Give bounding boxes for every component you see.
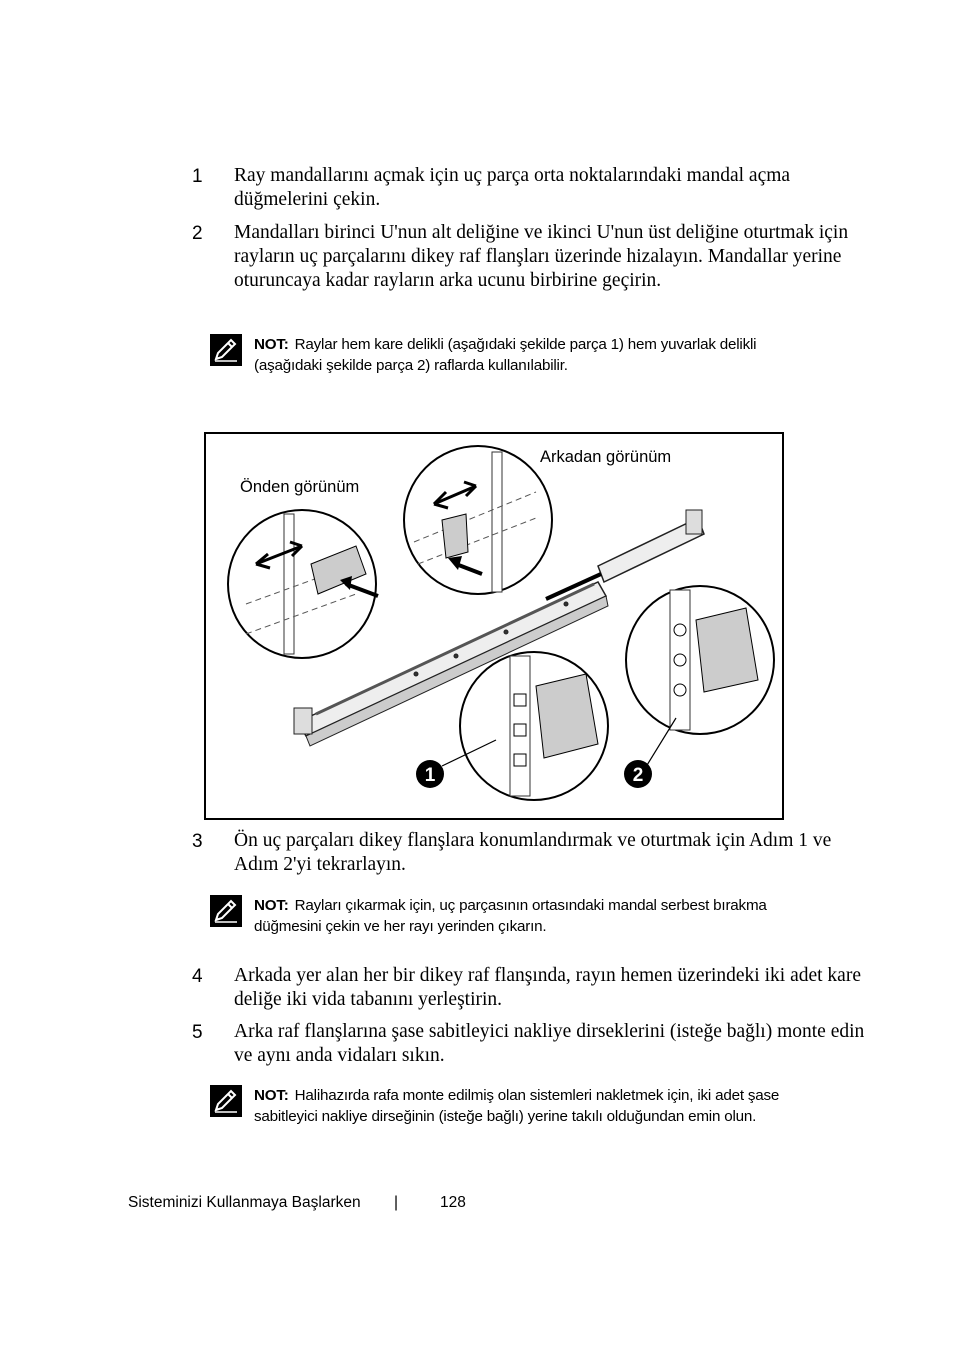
footer-page-number: 128 — [440, 1194, 466, 1211]
note-pencil-icon — [210, 895, 242, 927]
note-pencil-icon — [210, 1085, 242, 1117]
step-2 — [192, 221, 872, 293]
note-label: NOT: — [254, 897, 289, 914]
step-text: Arka raf flanşlarına şase sabitleyici nakliye dirseklerini (isteğe bağlı) monte edin ve aynı anda vidaları sıkın. — [234, 1021, 865, 1066]
step-text: Ray mandallarını açmak için uç parça orta noktalarındaki mandal açma düğmelerini çekin. — [234, 165, 791, 210]
step-3 — [192, 829, 872, 877]
back-view-detail — [404, 446, 552, 594]
callout-2-text: 2 — [632, 765, 644, 786]
front-view-detail — [228, 510, 378, 658]
note-label: NOT: — [254, 336, 289, 353]
step-number: 3 — [192, 831, 203, 852]
step-number: 4 — [192, 966, 203, 987]
step-number: 5 — [192, 1022, 203, 1043]
note-2 — [210, 895, 810, 937]
note-body: Raylar hem kare delikli (aşağıdaki şekilde parça 1) hem yuvarlak delikli (aşağıdaki şekilde parça 2) raflarda kullanılabilir. — [254, 336, 757, 374]
square-hole-rack-detail — [442, 652, 608, 800]
rail-installation-figure — [204, 432, 784, 820]
callout-1-text: 1 — [424, 765, 436, 786]
step-number: 1 — [192, 166, 203, 187]
footer-separator: | — [394, 1194, 399, 1211]
back-view-label: Arkadan görünüm — [540, 448, 672, 466]
note-3 — [210, 1085, 810, 1127]
step-5 — [192, 1020, 872, 1068]
step-4 — [192, 964, 872, 1012]
step-text: Mandalları birinci U'nun alt deliğine ve ikinci U'nun üst deliğine oturtmak için rayların uç parçalarını dikey raf flanşları üzerinde hizalayın. Mandallar yerine oturuncaya kadar rayların arka ucunu birbirine geçirin. — [234, 222, 849, 291]
step-number: 2 — [192, 223, 203, 244]
round-hole-rack-detail — [626, 586, 774, 770]
note-1 — [210, 334, 810, 376]
note-text — [254, 895, 810, 937]
note-body: Halihazırda rafa monte edilmiş olan sistemleri nakletmek için, iki adet şase sabitleyici nakliye dirseğinin (isteğe bağlı) yerine takılı olduğundan emin olun. — [254, 1087, 780, 1125]
note-body: Rayları çıkarmak için, uç parçasının ortasındaki mandal serbest bırakma düğmesini çekin ve her rayı yerinden çıkarın. — [254, 897, 767, 935]
note-text — [254, 334, 810, 376]
note-label: NOT: — [254, 1087, 289, 1104]
note-pencil-icon — [210, 334, 242, 366]
footer-section-title: Sisteminizi Kullanmaya Başlarken — [128, 1194, 361, 1211]
note-text — [254, 1085, 794, 1127]
front-view-label: Önden görünüm — [240, 478, 360, 496]
step-1 — [192, 164, 872, 212]
step-text: Ön uç parçaları dikey flanşlara konumlandırmak ve oturtmak için Adım 1 ve Adım 2'yi tekrarlayın. — [234, 830, 832, 875]
step-text: Arkada yer alan her bir dikey raf flanşında, rayın hemen üzerindeki iki adet kare deliğe iki vida tabanını yerleştirin. — [234, 965, 861, 1010]
